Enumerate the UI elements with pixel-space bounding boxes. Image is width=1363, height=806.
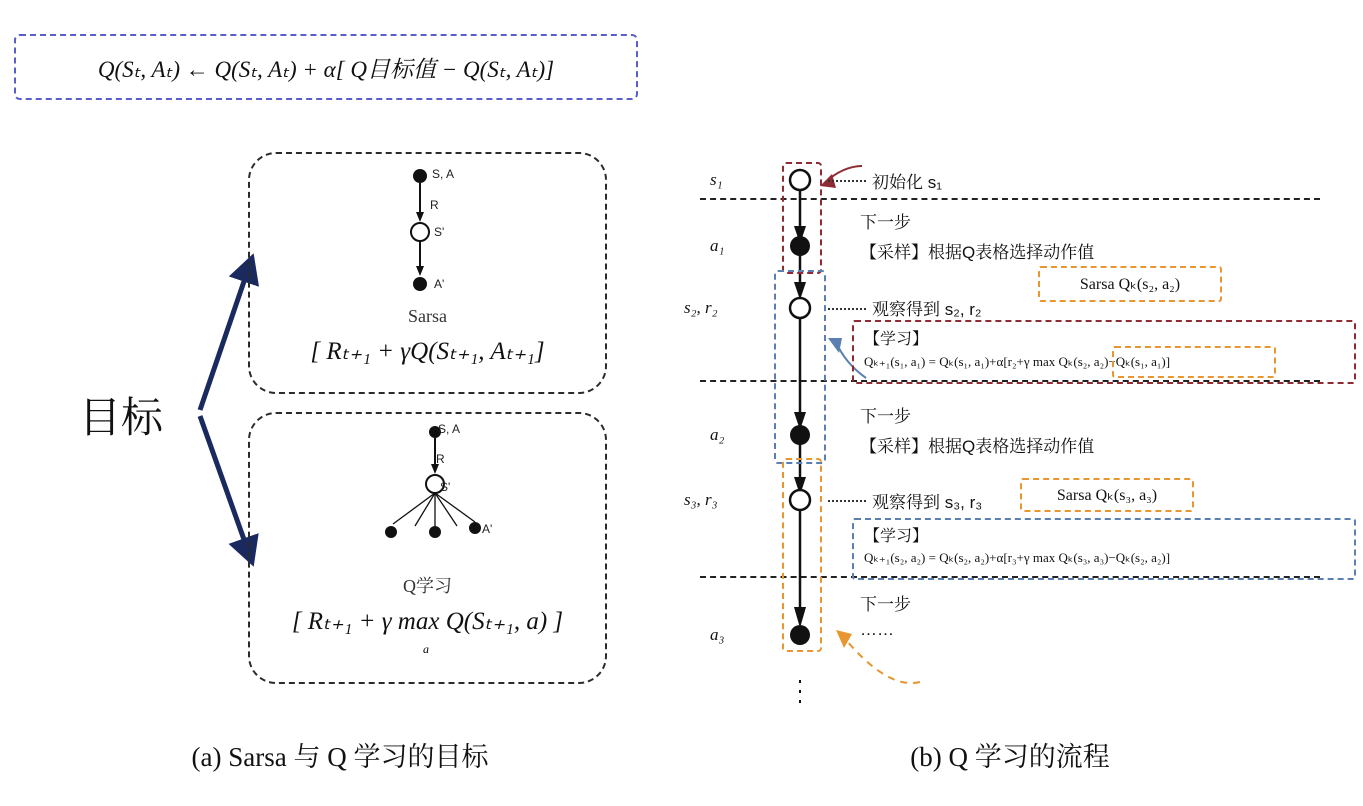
state-label-a1: a₁: [710, 236, 725, 255]
top-formula-box: [14, 34, 638, 100]
qlearning-node-label-aprime: A': [482, 522, 493, 536]
sarsa-node-label-aprime: A': [434, 277, 445, 291]
sarsa-node-label-sprime: S': [434, 225, 445, 239]
caption-a: (a) Sarsa 与 Q 学习的目标: [191, 742, 489, 772]
qlearning-node-label-sprime: S': [440, 480, 451, 494]
text-sample-2: 【采样】根据Q表格选择动作值: [860, 437, 1095, 456]
sarsa-target-formula: [ Rₜ₊₁ + γQ(Sₜ₊₁, Aₜ₊₁]: [310, 338, 545, 365]
learn-formula-2: Qₖ₊₁(s₂, a₂) = Qₖ(s₂, a₂)+α[r₃+γ max Qₖ(s₃, a₃)−Qₖ(s₂, a₂)]: [864, 550, 1171, 565]
qlearning-flow-panel: [684, 140, 1360, 720]
qlearning-backup-diagram: [375, 422, 495, 567]
sarsa-box-2: [1020, 478, 1194, 512]
state-label-s2r2: s₂, r₂: [684, 298, 718, 317]
sarsa-panel: [248, 152, 607, 394]
qlearning-panel: [248, 412, 607, 684]
text-ellipsis: ……: [860, 620, 894, 639]
learn-block-1: [852, 320, 1356, 384]
sarsa-edge-label-r: R: [430, 198, 439, 212]
sarsa-name: Sarsa: [408, 306, 447, 326]
learn-formula-1: Qₖ₊₁(s₁, a₁) = Qₖ(s₁, a₁)+α[r₂+γ max Qₖ(s₂, a₂)−Qₖ(s₁, a₁)]: [864, 354, 1171, 369]
learn-label-1: 【学习】: [864, 331, 929, 348]
caption-b: (b) Q 学习的流程: [910, 742, 1110, 772]
text-observe-2: 观察得到 s₃, r₃: [872, 493, 983, 512]
learn-block-2: [852, 518, 1356, 580]
text-next-step-2: 下一步: [860, 407, 911, 426]
text-init: 初始化 s₁: [872, 173, 942, 192]
text-observe-1: 观察得到 s₂, r₂: [872, 300, 982, 319]
qlearning-target-formula: [ Rₜ₊₁ + γ max Q(Sₜ₊₁, a) ]: [291, 608, 564, 635]
sarsa-box-1-text: Sarsa Qₖ(s₂, a₂): [1079, 276, 1181, 293]
sarsa-node-label-sa: S, A: [432, 167, 455, 181]
state-label-s1: s₁: [710, 170, 723, 189]
goal-label: 目标: [78, 396, 163, 442]
sarsa-box-1: [1038, 266, 1222, 302]
text-next-step-3: 下一步: [860, 595, 911, 614]
leader-observe2: [828, 500, 866, 502]
leader-observe1: [828, 308, 866, 310]
sarsa-box-2-text: Sarsa Qₖ(s₃, a₃): [1056, 487, 1158, 504]
qlearning-edge-label-r: R: [436, 452, 445, 466]
text-sample-1: 【采样】根据Q表格选择动作值: [860, 243, 1095, 262]
qlearning-name: Q学习: [403, 576, 452, 596]
learn-inner-box-1: [1112, 346, 1276, 378]
leader-init: [828, 180, 866, 182]
top-formula-text: Q(Sₜ, Aₜ) ← Q(Sₜ, Aₜ) + α[ Q目标值 − Q(Sₜ, Aₜ)]: [97, 56, 555, 82]
qlearning-max-subscript: a: [423, 642, 429, 656]
qlearning-node-label-sa: S, A: [438, 422, 461, 436]
learn-label-2: 【学习】: [864, 528, 929, 545]
text-next-step-1: 下一步: [860, 213, 911, 232]
state-label-s3r3: s₃, r₃: [684, 490, 718, 509]
state-label-a2: a₂: [710, 425, 725, 444]
state-label-a3: a₃: [710, 625, 725, 644]
